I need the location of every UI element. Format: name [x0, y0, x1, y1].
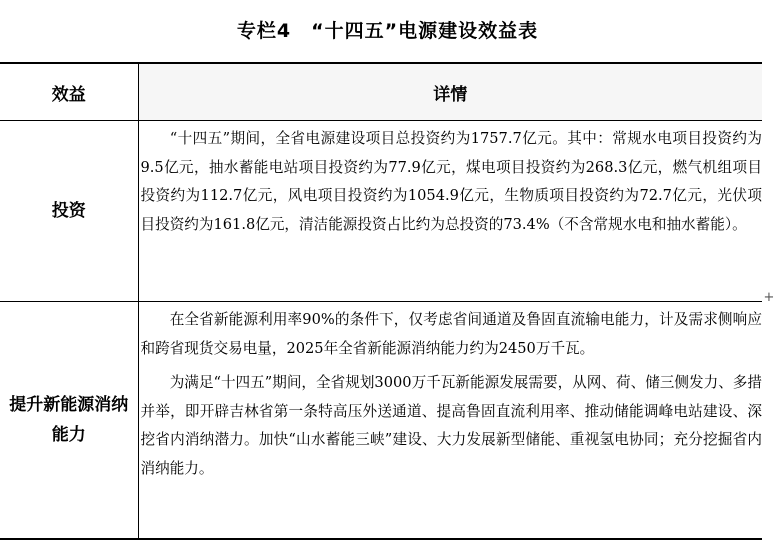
table-row — [0, 302, 762, 540]
table-header-row — [0, 63, 762, 121]
benefit-table — [0, 62, 762, 540]
page-title: 专栏4 “十四五”电源建设效益表 — [236, 20, 539, 42]
row-label-consumption: 提升新能源消纳能力 — [0, 302, 138, 540]
header-benefit: 效益 — [0, 63, 138, 121]
header-details: 详情 — [138, 63, 762, 121]
detail-paragraph: 在全省新能源利用率90%的条件下，仅考虑省间通道及鲁固直流输电能力，计及需求侧响应和跨省现货交易电量，2025年全省新能源消纳能力约为2450万千瓦。 — [140, 311, 762, 357]
row-detail-consumption — [138, 302, 762, 540]
row-detail-investment — [138, 121, 762, 302]
detail-paragraph: 为满足“十四五”期间，全省规划3000万千瓦新能源发展需要，从网、荷、储三侧发力、多措并举，即开辟吉林省第一条特高压外送通道、提高鲁固直流利用率、推动储能调峰电站建设、深挖省内消纳潜力。加快“山水蓄能三峡”建设、大力发展新型储能、重视氢电协同；充分挖掘省内消纳能力。 — [140, 374, 762, 477]
row-label-investment: 投资 — [0, 121, 138, 302]
plus-icon[interactable]: + — [763, 290, 775, 305]
detail-paragraph: “十四五”期间，全省电源建设项目总投资约为1757.7亿元。其中：常规水电项目投资约为9.5亿元，抽水蓄能电站项目投资约为77.9亿元，煤电项目投资约为268.3亿元，燃气机组项目投资约为112.7亿元，风电项目投资约为1054.9亿元，生物质项目投资约为72.7亿元，光伏项目投资约为161.8亿元，清洁能源投资占比约为总投资的73.4%（不含常规水电和抽水蓄能）。 — [140, 130, 762, 233]
table-row — [0, 121, 762, 302]
